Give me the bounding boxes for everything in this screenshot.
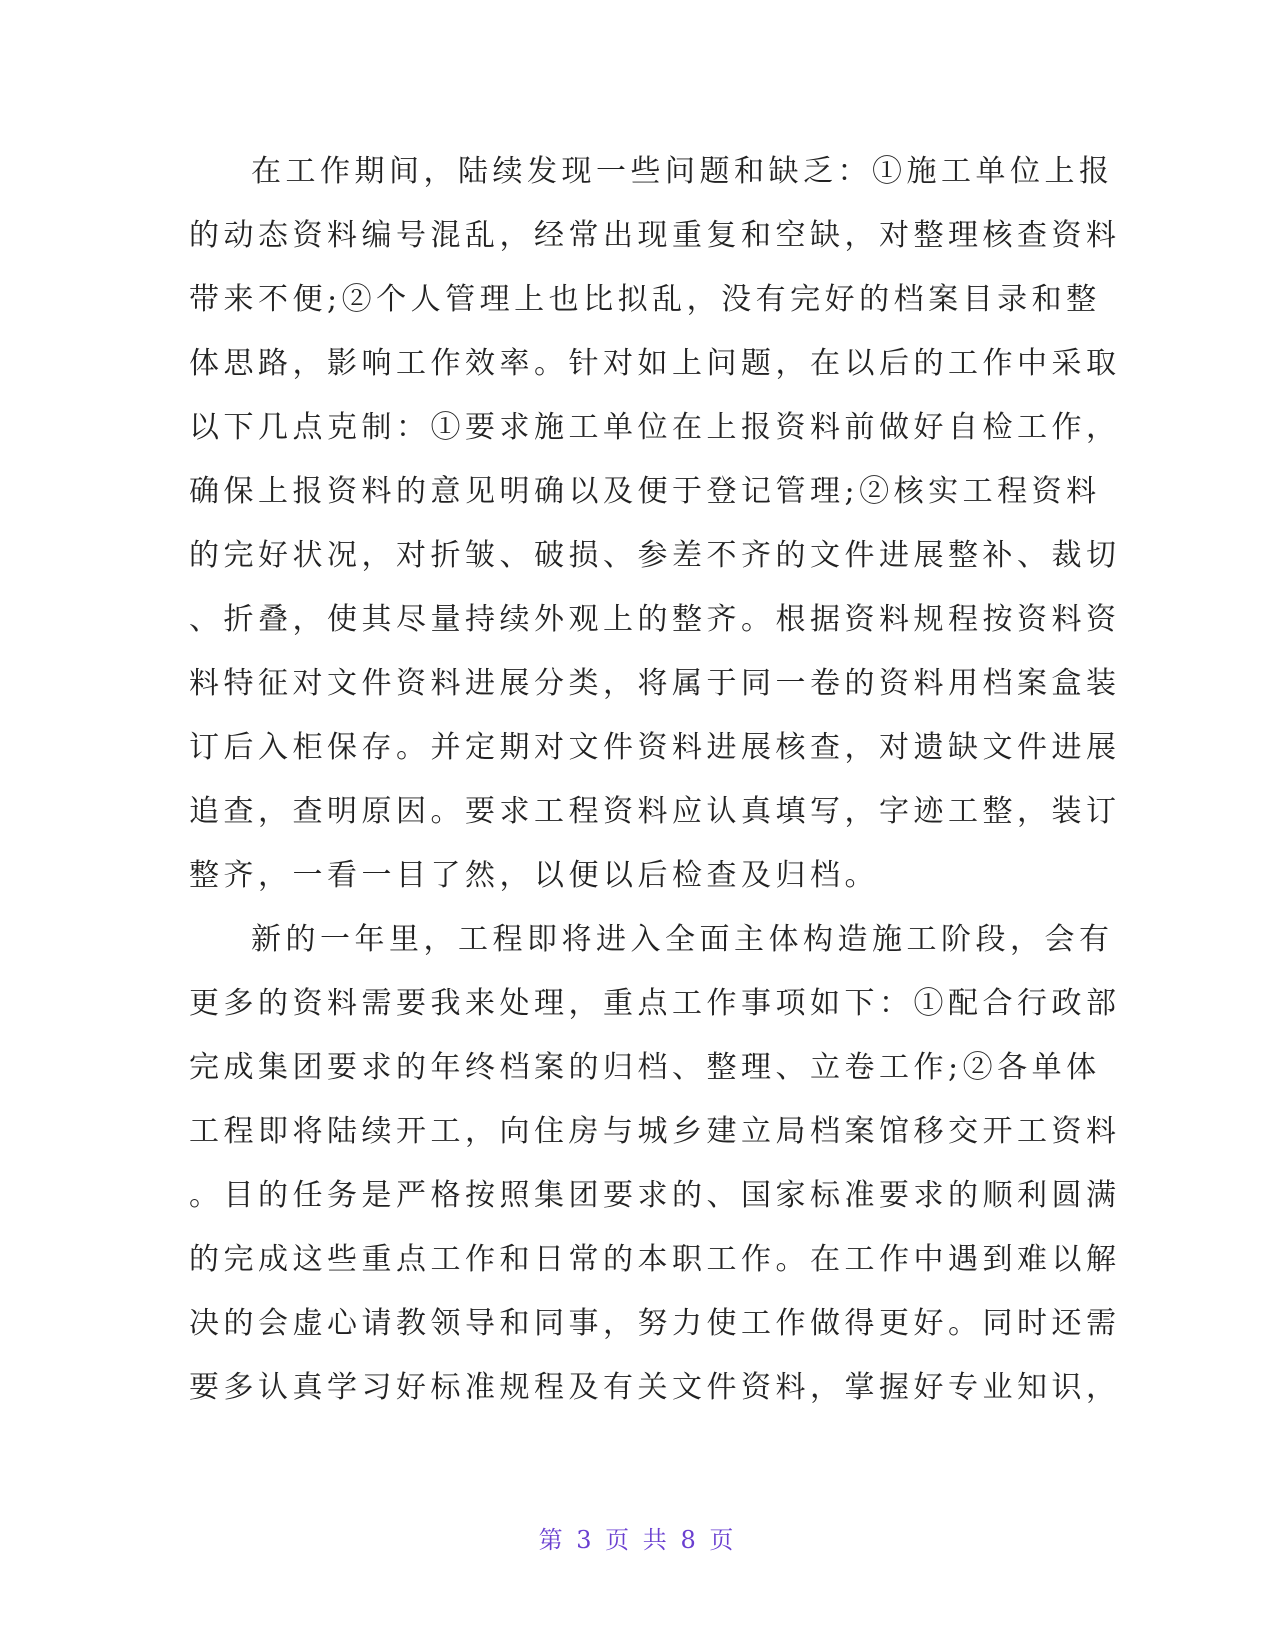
paragraph-1-line-3: 带来不便;②个人管理上也比拟乱，没有完好的档案目录和整 <box>189 282 1101 317</box>
paragraph-2-line-6: 的完成这些重点工作和日常的本职工作。在工作中遇到难以解 <box>189 1242 1121 1277</box>
paragraph-2-line-4: 工程即将陆续开工，向住房与城乡建立局档案馆移交开工资料 <box>189 1114 1121 1149</box>
paragraph-2-line-8: 要多认真学习好标准规程及有关文件资料，掌握好专业知识， <box>189 1370 1121 1405</box>
paragraph-1-line-8: 、折叠，使其尽量持续外观上的整齐。根据资料规程按资料资 <box>189 602 1121 637</box>
paragraph-1-line-6: 确保上报资料的意见明确以及便于登记管理;②核实工程资料 <box>189 474 1101 509</box>
paragraph-1-line-7: 的完好状况，对折皱、破损、参差不齐的文件进展整补、裁切 <box>189 538 1121 573</box>
paragraph-2-line-1: 新的一年里，工程即将进入全面主体构造施工阶段，会有 <box>251 922 1114 957</box>
paragraph-2-line-5: 。目的任务是严格按照集团要求的、国家标准要求的顺利圆满 <box>189 1178 1121 1213</box>
body-text <box>189 140 1121 1420</box>
paragraph-1-line-5: 以下几点克制：①要求施工单位在上报资料前做好自检工作， <box>189 410 1121 445</box>
paragraph-1-line-2: 的动态资料编号混乱，经常出现重复和空缺，对整理核查资料 <box>189 218 1121 253</box>
page-number-footer: 第 3 页 共 8 页 <box>538 1526 737 1554</box>
paragraph-2-line-7: 决的会虚心请教领导和同事，努力使工作做得更好。同时还需 <box>189 1306 1121 1341</box>
paragraph-1-line-1: 在工作期间，陆续发现一些问题和缺乏：①施工单位上报 <box>251 154 1114 189</box>
paragraph-1-line-12: 整齐，一看一目了然，以便以后检查及归档。 <box>189 858 879 893</box>
paragraph-1-line-10: 订后入柜保存。并定期对文件资料进展核查，对遗缺文件进展 <box>189 730 1121 765</box>
paragraph-1-line-9: 料特征对文件资料进展分类，将属于同一卷的资料用档案盒装 <box>189 666 1121 701</box>
paragraph-1-line-11: 追查，查明原因。要求工程资料应认真填写，字迹工整，装订 <box>189 794 1121 829</box>
paragraph-1-line-4: 体思路，影响工作效率。针对如上问题，在以后的工作中采取 <box>189 346 1121 381</box>
paragraph-2-line-2: 更多的资料需要我来处理，重点工作事项如下：①配合行政部 <box>189 986 1121 1021</box>
paragraph-2-line-3: 完成集团要求的年终档案的归档、整理、立卷工作;②各单体 <box>189 1050 1101 1085</box>
